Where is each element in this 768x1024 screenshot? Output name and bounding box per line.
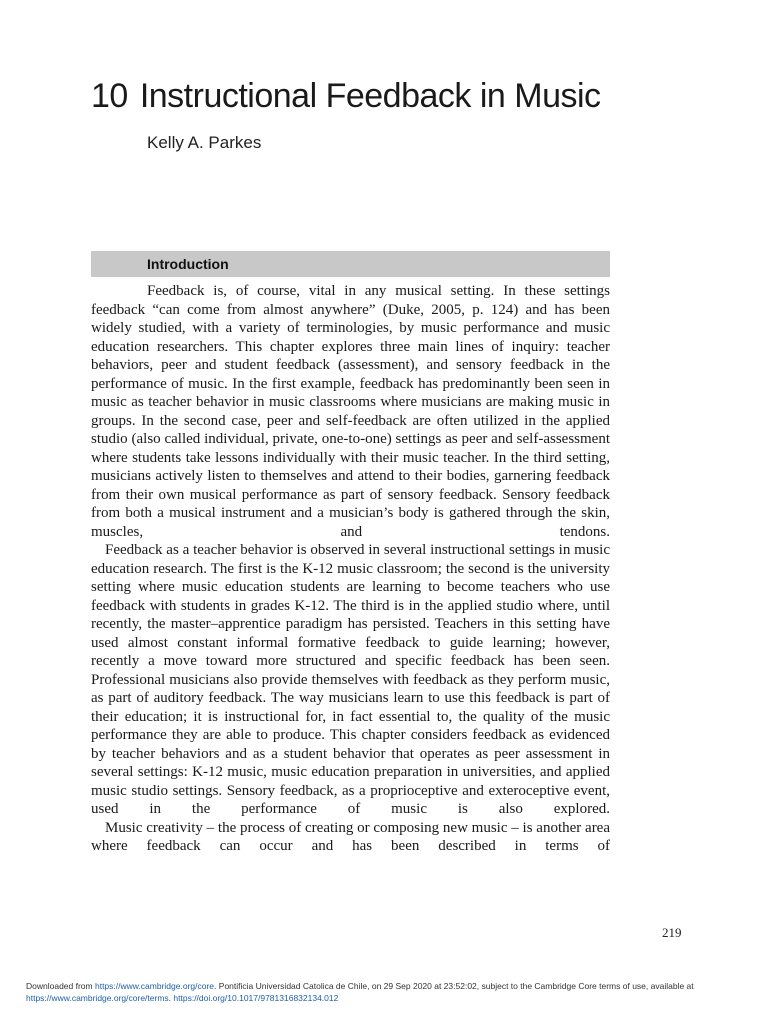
terms-link[interactable]: https://www.cambridge.org/core/terms — [26, 993, 169, 1003]
footer-separator: . — [168, 993, 174, 1003]
author-name: Kelly A. Parkes — [147, 133, 262, 152]
section-header-bar — [91, 251, 610, 277]
page-number: 219 — [662, 925, 682, 940]
section-title: Introduction — [147, 256, 229, 272]
footer-middle: . Pontificia Universidad Catolica de Chile, on 29 Sep 2020 at 23:52:02, subject to the Cambridge Core terms of use, available at — [214, 981, 694, 991]
chapter-number: 10 — [91, 77, 128, 115]
paragraph-2: Feedback as a teacher behavior is observed in several instructional settings in music education research. The first is the K-12 music classroom; the second is the university setting where music education students are learning to become teachers who use feedback with students in grades K-12. The third is in the applied studio where, until recently, the master–apprentice paradigm has persisted. Teachers in this setting have used almost constant informal formative feedback to guide learning; however, recently a move toward more structured and specific feedback has been seen. Professional musicians also provide themselves with feedback as they perform music, as part of auditory feedback. The way musicians learn to use this feedback is part of their education; it is instructional for, in fact essential to, the quality of the music performance they are able to produce. This chapter considers feedback as evidenced by teacher behaviors and as a student behavior that operates as peer assessment in several settings: K-12 music, music education preparation in universities, and applied music studio settings. Sensory feedback, as a proprioceptive and exteroceptive event, used in the performance of music is also explored. — [91, 542, 610, 817]
doi-link[interactable]: https://doi.org/10.1017/9781316832134.012 — [173, 993, 339, 1003]
cambridge-core-link[interactable]: https://www.cambridge.org/core — [94, 981, 215, 991]
chapter-title: Instructional Feedback in Music — [139, 77, 601, 115]
paragraph-1: Feedback is, of course, vital in any musical setting. In these settings feedback “can come from almost anywhere” (Duke, 2005, p. 124) and has been widely studied, with a variety of terminologies, by music performance and music education researchers. This chapter explores three main lines of inquiry: teacher behaviors, peer and student feedback (assessment), and sensory feedback in the performance of music. In the first example, feedback has predominantly been seen in music as teacher behavior in music classrooms where musicians are making music in groups. In the second case, peer and self-feedback are often utilized in the applied studio (also called individual, private, one-to-one) settings as peer and self-assessment where students take lessons individually with their music teacher. In the third setting, musicians actively listen to themselves and attend to their bodies, garnering feedback from their own musical performance as part of sensory feedback. Sensory feedback from both a musical instrument and a musician’s body is gathered through the skin, muscles, and tendons. — [91, 283, 610, 540]
download-footer — [26, 980, 746, 1004]
body-text — [91, 282, 610, 856]
footer-prefix: Downloaded from — [26, 981, 95, 991]
chapter-heading — [91, 74, 601, 118]
paragraph-3: Music creativity – the process of creating or composing new music – is another area where feedback can occur and has been described in terms of — [91, 819, 610, 854]
